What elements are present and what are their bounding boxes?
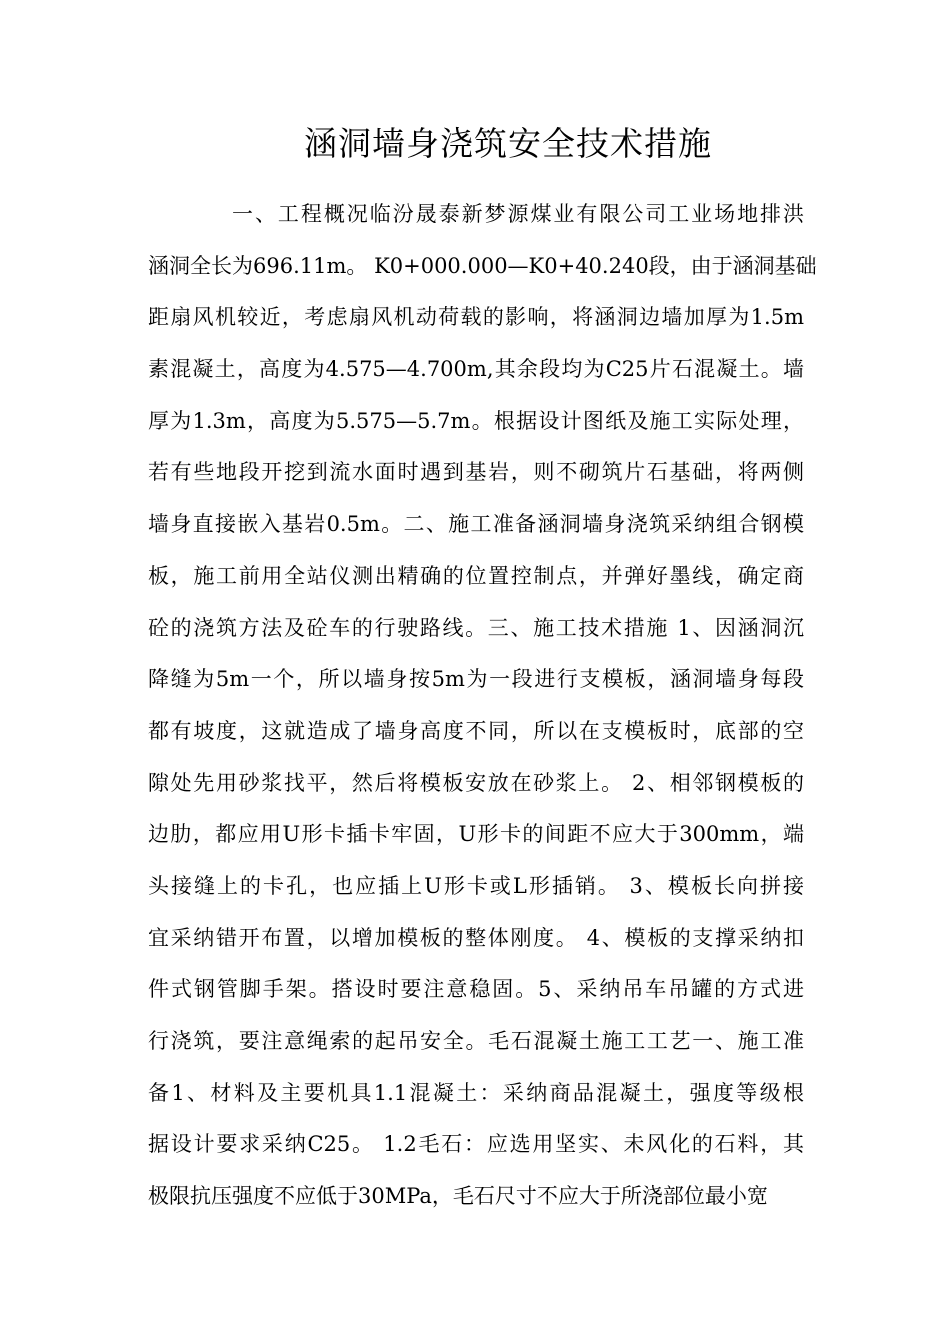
body-line: 厚为1.3m，高度为5.575—5.7m。根据设计图纸及施工实际处理，	[148, 408, 804, 433]
document-title: 涵洞墙身浇筑安全技术措施	[304, 124, 712, 163]
body-line: 若有些地段开挖到流水面时遇到基岩，则不砌筑片石基础，将两侧	[148, 460, 804, 485]
body-line: 距扇风机较近，考虑扇风机动荷载的影响，将涵洞边墙加厚为1.5m	[148, 305, 804, 330]
body-line: 边肋，都应用U形卡插卡牢固，U形卡的间距不应大于300mm，端	[148, 822, 804, 847]
body-line: 涵洞全长为696.11m。 K0+000.000—K0+40.240段，由于涵洞基础	[148, 253, 817, 278]
body-line: 砼的浇筑方法及砼车的行驶路线。三、施工技术措施 1、因涵洞沉	[148, 615, 804, 640]
body-line: 据设计要求采纳C25。 1.2毛石：应选用坚实、未风化的石料，其	[148, 1132, 804, 1157]
body-line: 行浇筑，要注意绳索的起吊安全。毛石混凝土施工工艺一、施工准	[148, 1029, 804, 1053]
body-line: 头接缝上的卡孔，也应插上U形卡或L形插销。 3、模板长向拼接	[148, 873, 804, 898]
body-line: 素混凝土，高度为4.575—4.700m,其余段均为C25片石混凝土。墙	[148, 357, 804, 382]
body-line: 都有坡度，这就造成了墙身高度不同，所以在支模板时，底部的空	[148, 718, 804, 743]
body-line: 板，施工前用全站仪测出精确的位置控制点，并弹好墨线，确定商	[148, 563, 804, 588]
body-line: 降缝为5m一个，所以墙身按5m为一段进行支模板，涵洞墙身每段	[148, 667, 804, 692]
body-line: 备1、材料及主要机具1.1混凝土：采纳商品混凝土，强度等级根	[148, 1080, 804, 1105]
body-line: 极限抗压强度不应低于30MPa，毛石尺寸不应大于所浇部位最小宽	[148, 1184, 768, 1209]
body-line: 件式钢管脚手架。搭设时要注意稳固。5、采纳吊车吊罐的方式进	[148, 977, 804, 1002]
body-line: 宜采纳错开布置，以增加模板的整体刚度。 4、模板的支撑采纳扣	[148, 925, 804, 950]
body-line: 一、工程概况临汾晟泰新梦源煤业有限公司工业场地排洪	[232, 202, 804, 226]
document-body	[148, 189, 817, 1223]
body-line: 隙处先用砂浆找平，然后将模板安放在砂浆上。 2、相邻钢模板的	[148, 770, 804, 795]
body-line: 墙身直接嵌入基岩0.5m。二、施工准备涵洞墙身浇筑采纳组合钢模	[148, 512, 804, 537]
